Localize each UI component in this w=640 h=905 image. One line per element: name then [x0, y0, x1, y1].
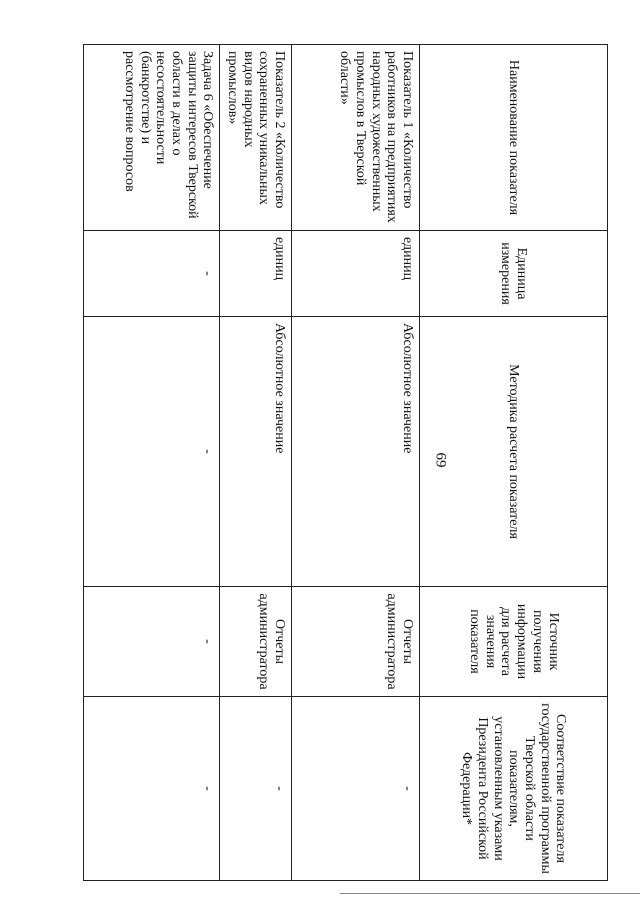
row3-unit: - — [84, 231, 220, 317]
header-presidential-decree-compliance: Соответствие показателя государственной программы Тверской области показателям, установленным указами Президента Российской Федерации* — [420, 697, 608, 881]
row2-unit: единиц — [220, 231, 292, 317]
table-row — [292, 45, 420, 881]
row3-information-source: - — [84, 587, 220, 697]
header-unit: Единица измерения — [420, 231, 608, 317]
row1-indicator-name: Показатель 1 «Количество работников на предприятиях народных художественных промыслов в Тверской области» — [292, 45, 420, 231]
header-information-source: Источник получения информации для расчета значения показателя — [420, 587, 608, 697]
table-header-row — [420, 45, 608, 881]
row1-information-source: Отчеты администратора — [292, 587, 420, 697]
row1-compliance: - — [292, 697, 420, 881]
row2-indicator-name: Показатель 2 «Количество сохраненных уникальных видов народных промыслов» — [220, 45, 292, 231]
scan-edge-line — [340, 893, 640, 894]
row2-compliance: - — [220, 697, 292, 881]
row3-compliance: - — [84, 697, 220, 881]
row1-unit: единиц — [292, 231, 420, 317]
row2-calculation-method: Абсолютное значение — [220, 317, 292, 587]
header-calculation-method: Методика расчета показателя — [420, 317, 608, 587]
table-row — [220, 45, 292, 881]
row1-calculation-method: Абсолютное значение — [292, 317, 420, 587]
row3-task-name: Задача 6 «Обеспечение защиты интересов Тверской области в делах о несостоятельности (банкротстве) и рассмотрение вопросов — [84, 45, 220, 231]
indicators-table — [83, 44, 608, 881]
table-row — [84, 45, 220, 881]
row3-calculation-method: - — [84, 317, 220, 587]
page-number: 69 — [432, 452, 449, 468]
row2-information-source: Отчеты администратора — [220, 587, 292, 697]
table-container — [88, 44, 608, 880]
header-indicator-name: Наименование показателя — [420, 45, 608, 231]
